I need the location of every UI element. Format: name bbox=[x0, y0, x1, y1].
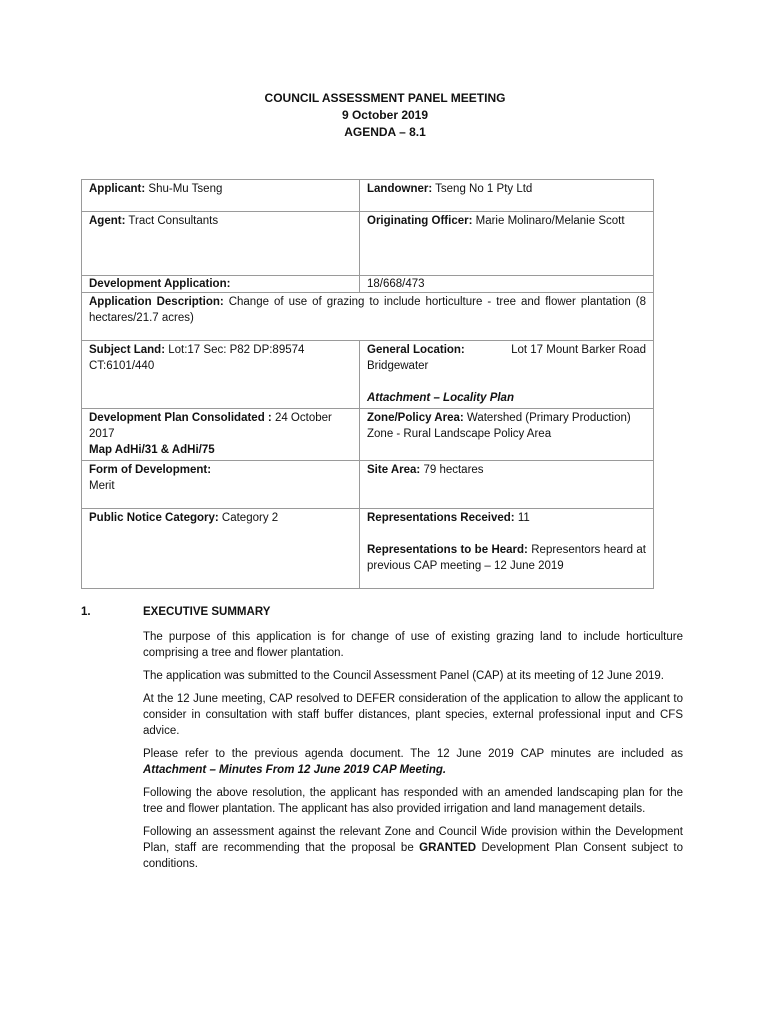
table-row bbox=[82, 409, 654, 461]
public-notice-label: Public Notice Category: bbox=[89, 512, 219, 524]
summary-paragraph bbox=[143, 824, 683, 872]
app-desc-cell bbox=[82, 293, 654, 341]
dev-plan-label: Development Plan Consolidated : bbox=[89, 412, 272, 424]
officer-label: Originating Officer: bbox=[367, 215, 473, 227]
dev-plan-cell bbox=[82, 409, 360, 461]
section-number: 1. bbox=[81, 606, 91, 618]
applicant-cell bbox=[82, 180, 360, 212]
table-row bbox=[82, 276, 654, 293]
officer-cell bbox=[360, 212, 654, 276]
table-row bbox=[82, 212, 654, 276]
app-desc-value: Change of use of grazing to include horticulture - tree and flower plantation (8 hectares/21.7 acres) bbox=[89, 296, 646, 324]
applicant-label: Applicant: bbox=[89, 183, 146, 195]
table-row bbox=[82, 509, 654, 589]
general-location-cell bbox=[360, 341, 654, 409]
agenda-item: AGENDA – 8.1 bbox=[344, 125, 426, 139]
site-area-cell bbox=[360, 461, 654, 509]
form-label: Form of Development: bbox=[89, 464, 212, 476]
table-row bbox=[82, 461, 654, 509]
site-area-value: 79 hectares bbox=[420, 464, 484, 476]
reps-heard bbox=[367, 542, 646, 574]
summary-paragraph: The application was submitted to the Council Assessment Panel (CAP) at its meeting of 12 June 2019. bbox=[143, 670, 664, 682]
attachment-minutes-reference: Attachment – Minutes From 12 June 2019 CAP Meeting. bbox=[143, 764, 447, 776]
general-location-line bbox=[367, 342, 646, 358]
reps-received-label: Representations Received: bbox=[367, 512, 515, 524]
general-location-label: General Location: bbox=[367, 344, 465, 356]
agent-cell bbox=[82, 212, 360, 276]
landowner-cell bbox=[360, 180, 654, 212]
recommendation-keyword: GRANTED bbox=[419, 842, 477, 854]
zone-cell bbox=[360, 409, 654, 461]
public-notice-cell bbox=[82, 509, 360, 589]
section-title: EXECUTIVE SUMMARY bbox=[143, 606, 271, 618]
table-row bbox=[82, 180, 654, 212]
app-desc-label: Application Description: bbox=[89, 296, 224, 308]
public-notice-value: Category 2 bbox=[218, 512, 279, 524]
subject-land-label: Subject Land: bbox=[89, 344, 166, 356]
paragraph-text: Following an assessment against the relevant Zone and Council Wide provision within the Development Plan, staff are recommending that the proposal be bbox=[143, 826, 683, 854]
application-details-table bbox=[81, 179, 654, 589]
summary-paragraph: Following the above resolution, the applicant has responded with an amended landscaping plan for the tree and flower plantation. The applicant has also provided irrigation and land management details. bbox=[143, 787, 683, 815]
dev-app-value: 18/668/473 bbox=[367, 278, 425, 290]
form-cell bbox=[82, 461, 360, 509]
agenda-header bbox=[0, 90, 770, 141]
general-location-suburb: Bridgewater bbox=[367, 360, 429, 372]
meeting-title: COUNCIL ASSESSMENT PANEL MEETING bbox=[264, 91, 506, 105]
landowner-label: Landowner: bbox=[367, 183, 433, 195]
summary-paragraph bbox=[143, 746, 683, 778]
general-location-value: Lot 17 Mount Barker Road bbox=[511, 344, 646, 356]
landowner-value: Tseng No 1 Pty Ltd bbox=[432, 183, 533, 195]
agent-value: Tract Consultants bbox=[125, 215, 219, 227]
reps-heard-label: Representations to be Heard: bbox=[367, 544, 528, 556]
officer-value: Marie Molinaro/Melanie Scott bbox=[472, 215, 625, 227]
paragraph-text: Development Plan Consent subject to conditions. bbox=[143, 842, 683, 870]
dev-app-value-cell bbox=[360, 276, 654, 293]
summary-paragraph: At the 12 June meeting, CAP resolved to DEFER consideration of the application to allow the applicant to consider in consultation with staff buffer distances, plant species, external professional input and CFS advice. bbox=[143, 693, 683, 737]
section-heading bbox=[81, 604, 683, 620]
section-body bbox=[143, 629, 683, 872]
zone-value: Watershed (Primary Production) Zone - Rural Landscape Policy Area bbox=[367, 412, 631, 440]
dev-app-label: Development Application: bbox=[89, 278, 231, 290]
map-reference: Map AdHi/31 & AdHi/75 bbox=[89, 444, 215, 456]
table-row bbox=[82, 293, 654, 341]
site-area-label: Site Area: bbox=[367, 464, 421, 476]
dev-plan-value: 24 October 2017 bbox=[89, 412, 332, 440]
dev-app-label-cell bbox=[82, 276, 360, 293]
agent-label: Agent: bbox=[89, 215, 126, 227]
summary-paragraph: The purpose of this application is for change of use of existing grazing land to include horticulture comprising a tree and flower plantation. bbox=[143, 631, 683, 659]
applicant-value: Shu-Mu Tseng bbox=[145, 183, 223, 195]
reps-heard-value: Representors heard at previous CAP meeting – 12 June 2019 bbox=[367, 544, 646, 572]
meeting-date: 9 October 2019 bbox=[341, 108, 429, 122]
paragraph-text: Please refer to the previous agenda document. The 12 June 2019 CAP minutes are included as bbox=[143, 748, 683, 760]
executive-summary-section bbox=[81, 604, 683, 879]
reps-received-value: 11 bbox=[514, 512, 530, 524]
representations-cell bbox=[360, 509, 654, 589]
subject-land-value: Lot:17 Sec: P82 DP:89574 CT:6101/440 bbox=[89, 344, 305, 372]
attachment-locality-plan: Attachment – Locality Plan bbox=[367, 392, 514, 404]
form-value: Merit bbox=[89, 480, 115, 492]
table-row bbox=[82, 341, 654, 409]
zone-label: Zone/Policy Area: bbox=[367, 412, 464, 424]
subject-land-cell bbox=[82, 341, 360, 409]
